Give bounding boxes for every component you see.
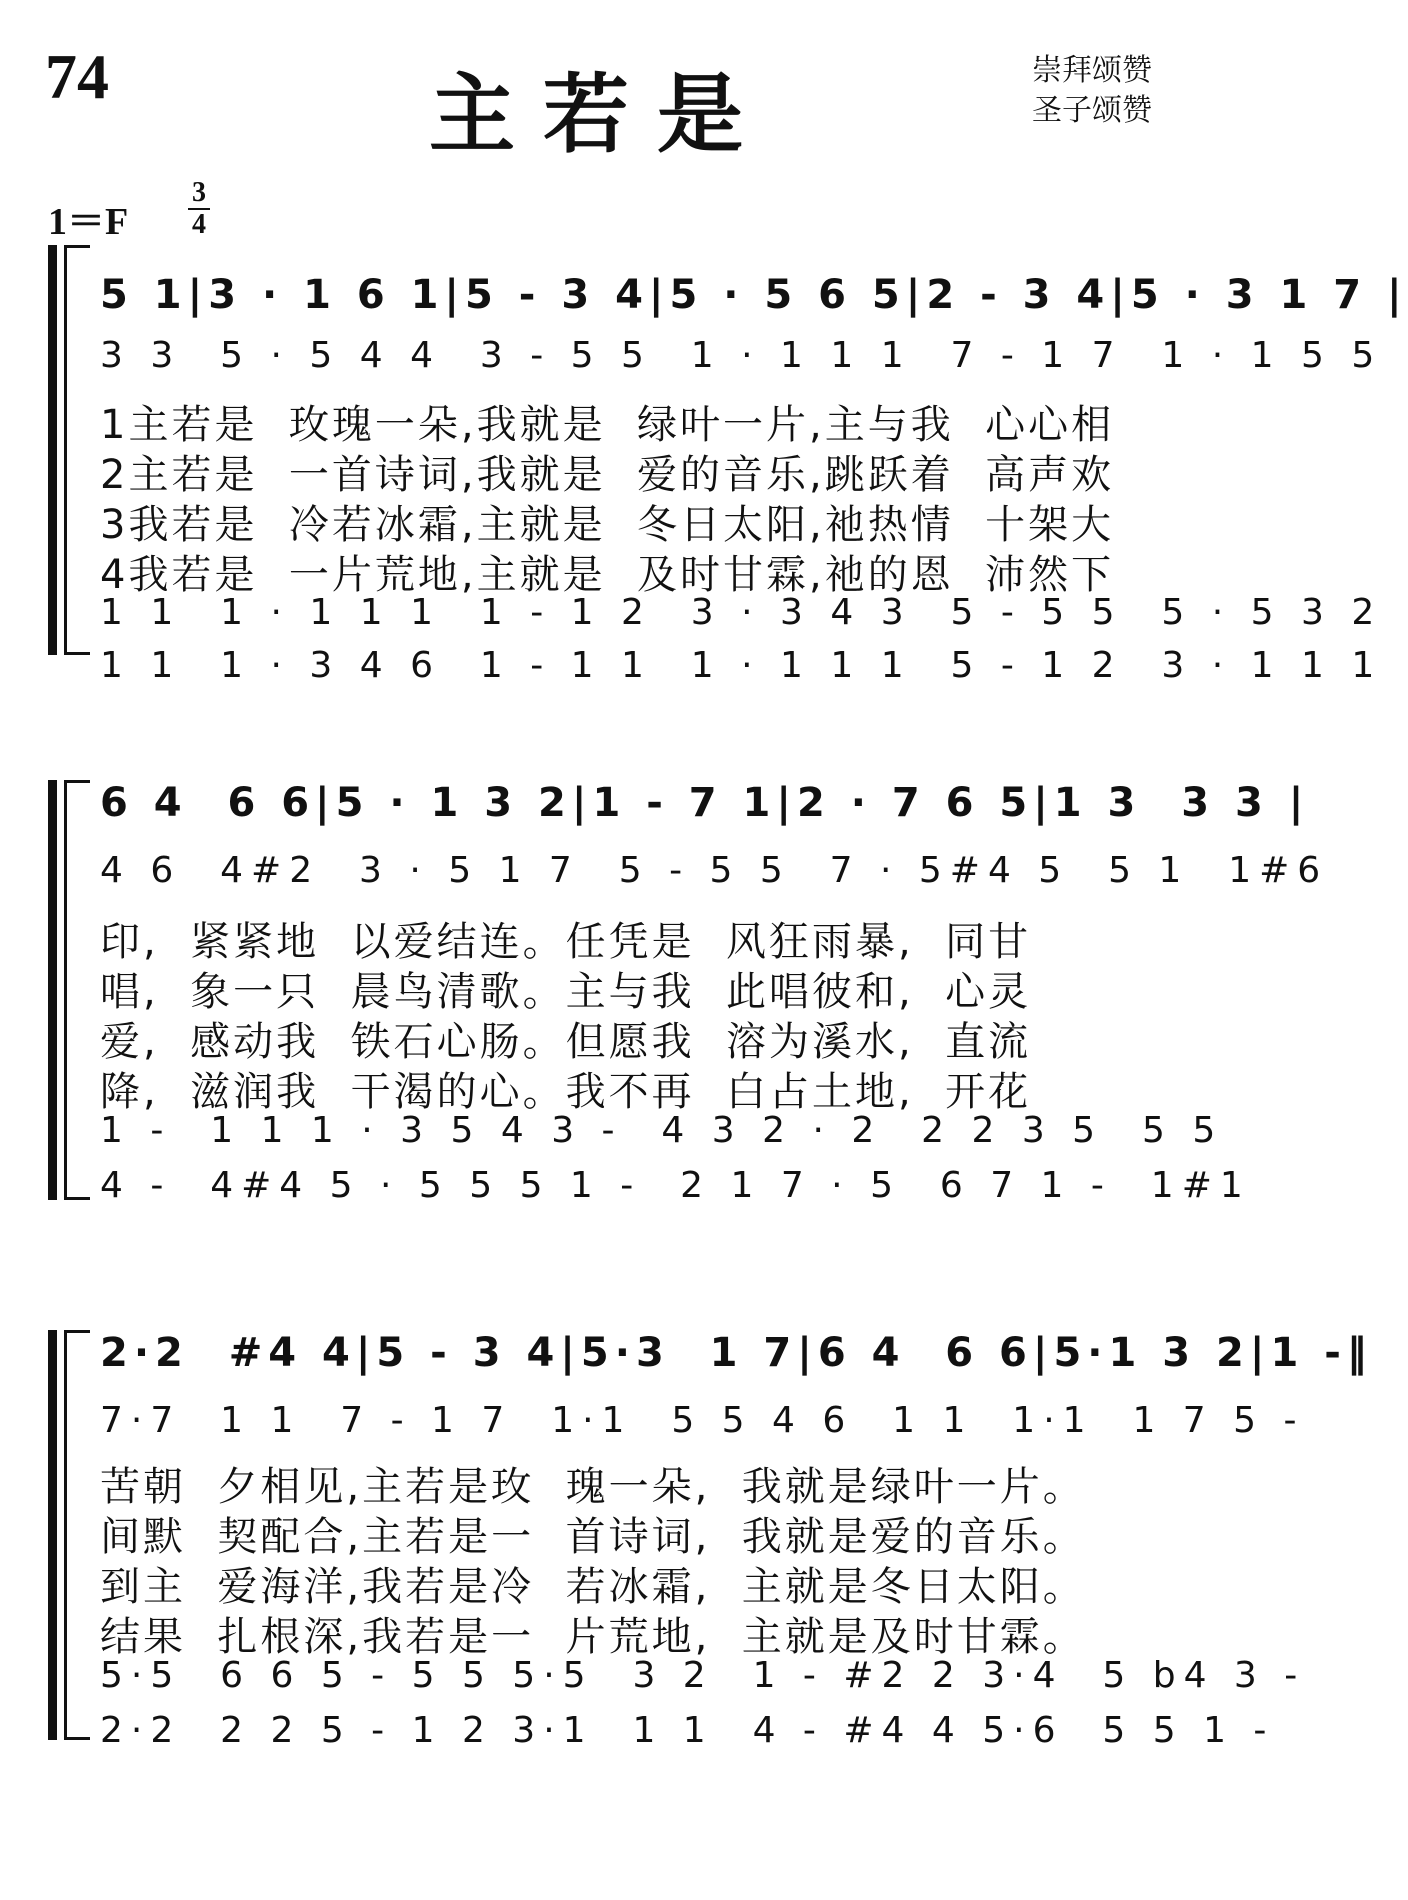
tenor-line-2: 1 - 1 1 1 · 3 5 4 3 - 4 3 2 · 2 2 2 3 5 5 5	[100, 1110, 1224, 1151]
key-signature: 1＝F	[48, 201, 129, 243]
verse-2-line-1: 2主若是 一首诗词,我就是 爱的音乐,跳跃着 高声欢	[100, 452, 1115, 498]
verse-1-line-2: 印, 紧紧地 以爱结连。任凭是 风狂雨暴, 同甘	[100, 919, 1032, 965]
verse-1-line-1: 1主若是 玫瑰一朵,我就是 绿叶一片,主与我 心心相	[100, 402, 1115, 448]
alto-line-2: 4 6 4#2 3 · 5 1 7 5 - 5 5 7 · 5#4 5 5 1 1#6	[100, 850, 1329, 891]
time-signature	[188, 178, 210, 240]
verse-4-line-3: 结果 扎根深,我若是一 片荒地, 主就是及时甘霖。	[100, 1614, 1086, 1660]
hymn-number: 74	[45, 41, 109, 112]
verse-4-line-2: 降, 滋润我 干渴的心。我不再 白占土地, 开花	[100, 1069, 1032, 1115]
hymn-title: 主若是	[429, 65, 771, 165]
tenor-line-1: 1 1 1 · 1 1 1 1 - 1 2 3 · 3 4 3 5 - 5 5 5 · 5 3 2	[100, 592, 1383, 633]
verse-4-line-1: 4我若是 一片荒地,主就是 及时甘霖,祂的恩 沛然下	[100, 552, 1115, 598]
time-denominator: 4	[192, 209, 206, 240]
melody-line-1: 5 1|3 · 1 6 1|5 - 3 4|5 · 5 6 5|2 - 3 4|5 · 3 1 7 |	[100, 272, 1408, 318]
verse-1-line-3: 苦朝 夕相见,主若是玫 瑰一朵, 我就是绿叶一片。	[100, 1464, 1086, 1510]
alto-line-3: 7·7 1 1 7 - 1 7 1·1 5 5 4 6 1 1 1·1 1 7 5 -	[100, 1400, 1305, 1441]
verse-3-line-2: 爱, 感动我 铁石心肠。但愿我 溶为溪水, 直流	[100, 1019, 1032, 1065]
verse-3-line-1: 3我若是 冷若冰霜,主就是 冬日太阳,祂热情 十架大	[100, 502, 1115, 548]
melody-line-2: 6 4 6 6|5 · 1 3 2|1 - 7 1|2 · 7 6 5|1 3 3 3 |	[100, 780, 1310, 826]
melody-line-3: 2·2 #4 4|5 - 3 4|5·3 1 7|6 4 6 6|5·1 3 2|1 -‖	[100, 1330, 1373, 1376]
tenor-line-3: 5·5 6 6 5 - 5 5 5·5 3 2 1 - #2 2 3·4 5 b4 3 -	[100, 1655, 1306, 1696]
bass-line-1: 1 1 1 · 3 4 6 1 - 1 1 1 · 1 1 1 5 - 1 2 3 · 1 1 1	[100, 645, 1383, 686]
verse-2-line-2: 唱, 象一只 晨鸟清歌。主与我 此唱彼和, 心灵	[100, 969, 1032, 1015]
time-numerator: 3	[192, 177, 206, 208]
verse-3-line-3: 到主 爱海洋,我若是冷 若冰霜, 主就是冬日太阳。	[100, 1564, 1086, 1610]
verse-2-line-3: 间默 契配合,主若是一 首诗词, 我就是爱的音乐。	[100, 1514, 1086, 1560]
alto-line-1: 3 3 5 · 5 4 4 3 - 5 5 1 · 1 1 1 7 - 1 7 1 · 1 5 5	[100, 335, 1383, 376]
source-book-1: 崇拜颂赞	[1032, 53, 1152, 88]
bass-line-2: 4 - 4#4 5 · 5 5 5 1 - 2 1 7 · 5 6 7 1 - 1#1	[100, 1165, 1251, 1206]
source-book-2: 圣子颂赞	[1032, 93, 1152, 128]
bass-line-3: 2·2 2 2 5 - 1 2 3·1 1 1 4 - #4 4 5·6 5 5 1 -	[100, 1710, 1275, 1751]
